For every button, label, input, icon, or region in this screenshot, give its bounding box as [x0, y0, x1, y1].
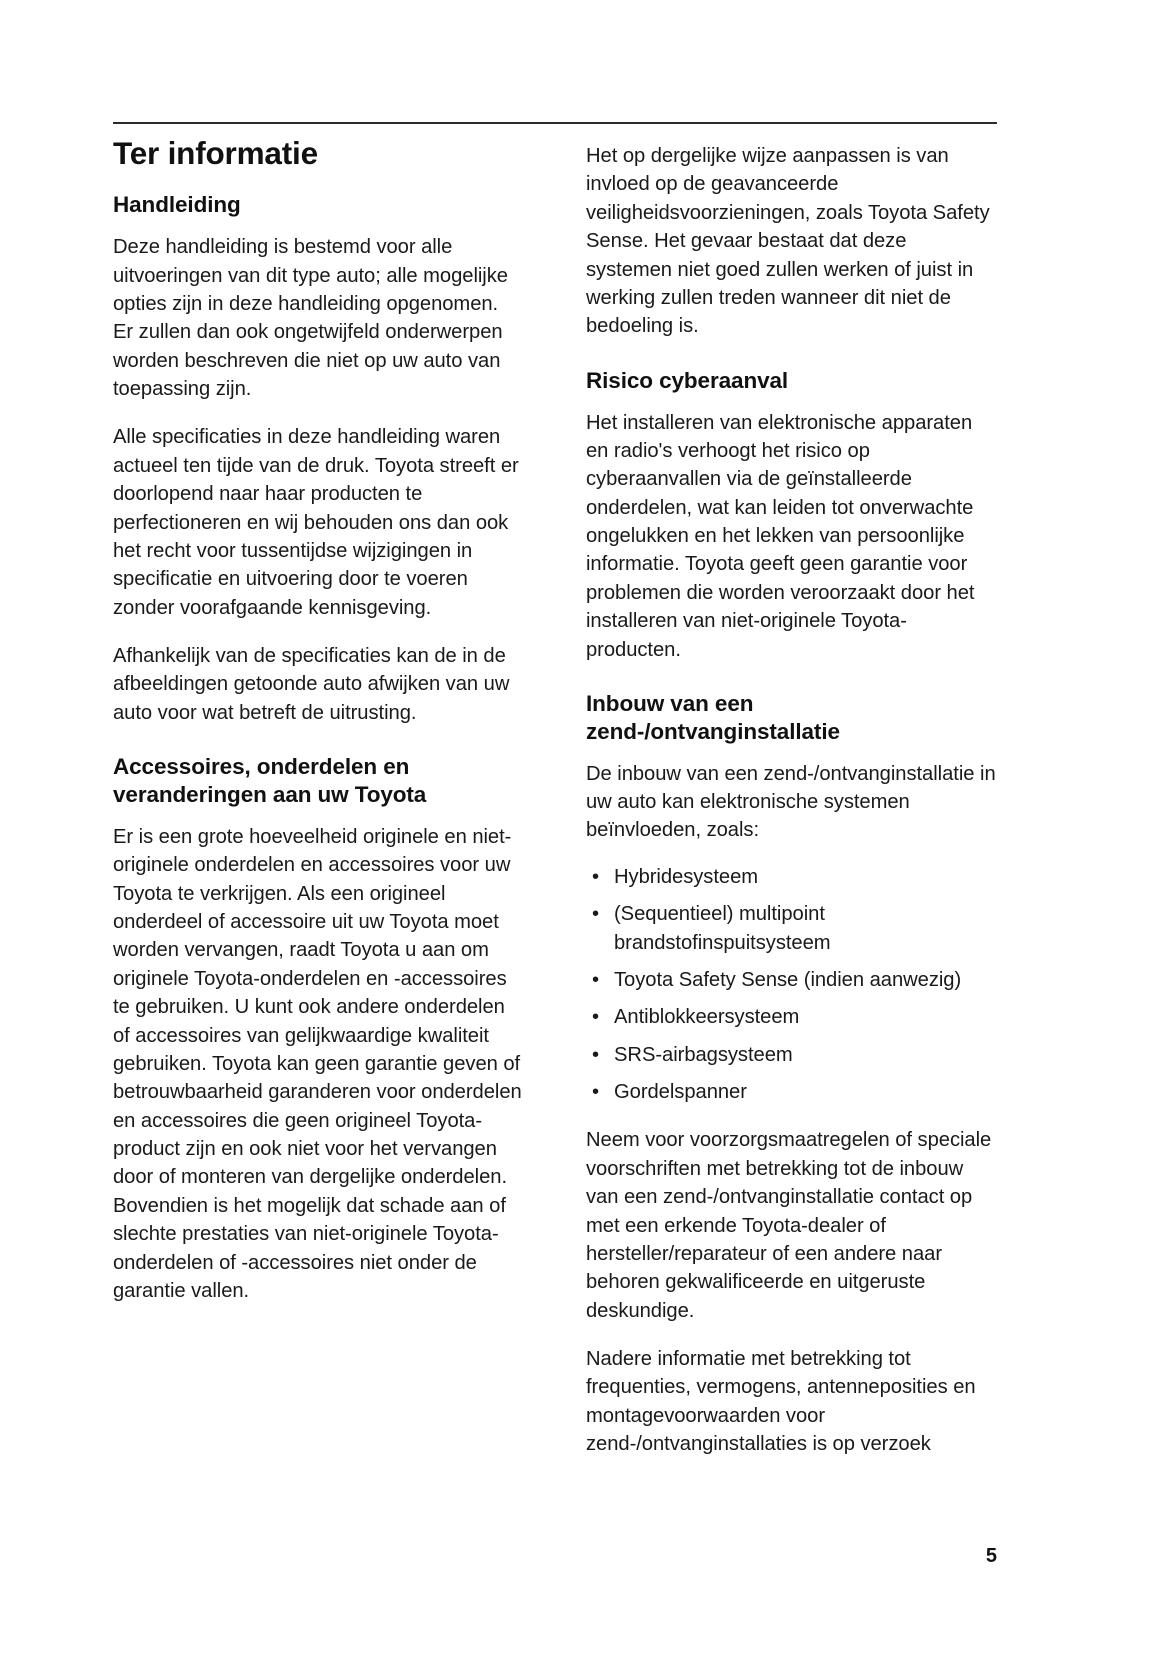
page-title: Ter informatie [113, 135, 318, 171]
list-item-label: Antiblokkeersysteem [614, 1006, 800, 1029]
list-item-label: Toyota Safety Sense (indien aanwezig) [614, 968, 962, 991]
left-column [113, 136, 523, 1506]
bullet-icon: • [592, 968, 600, 991]
list-item [586, 1078, 996, 1106]
list-item-label: SRS-airbagsysteem [614, 1043, 793, 1066]
bullet-icon: • [592, 1043, 600, 1066]
paragraph-nadere-informatie: Nadere informatie met betrekking tot frequenties, vermogens, antenneposities en montagevoorwaarden voor zend-/ontvanginstallaties is op verzoek [586, 1348, 976, 1456]
heading-accessoires: Accessoires, onderdelen en veranderingen aan uw Toyota [113, 754, 427, 808]
paragraph-intro-aanpassen: Het op dergelijke wijze aanpassen is van invloed op de geavanceerde veiligheidsvoorzieningen, zoals Toyota Safety Sense. Het gevaar bestaat dat deze systemen niet goed zullen werken of juist in werking zullen treden wanneer dit niet de bedoeling is. [586, 145, 990, 338]
list-item-label: (Sequentieel) multipoint brandstofinspuitsysteem [614, 903, 831, 954]
list-item [586, 1041, 996, 1069]
paragraph-accessoires: Er is een grote hoeveelheid originele en niet-originele onderdelen en accessoires voor uw Toyota te verkrijgen. Als een origineel onderdeel of accessoire uit uw Toyota moet worden vervangen, raadt Toyota u aan om originele Toyota-onderdelen en -accessoires te gebruiken. U kunt ook andere onderdelen of accessoires van gelijkwaardige kwaliteit gebruiken. Toyota kan geen garantie geven of betrouwbaarheid garanderen voor onderdelen en accessoires die geen origineel Toyota-product zijn en ook niet voor het vervangen door of monteren van dergelijke onderdelen. Bovendien is het mogelijk dat schade aan of slechte prestaties van niet-originele Toyota-onderdelen of -accessoires niet onder de garantie vallen. [113, 825, 522, 1302]
list-item [586, 900, 996, 957]
bullet-icon: • [592, 1081, 600, 1104]
paragraph-handleiding-2: Alle specificaties in deze handleiding waren actueel ten tijde van de druk. Toyota streeft er doorlopend naar haar producten te perfectioneren en wij behouden ons dan ook het recht voor tussentijdse wijzigingen in specificatie en uitvoering door te voeren zonder voorafgaande kennisgeving. [113, 426, 519, 619]
bullet-icon: • [592, 1006, 600, 1029]
systems-bullet-list [586, 863, 996, 1107]
list-item-label: Hybridesysteem [614, 865, 759, 888]
paragraph-handleiding-1: Deze handleiding is bestemd voor alle uitvoeringen van dit type auto; alle mogelijke opties zijn in deze handleiding opgenomen. Er zullen dan ook ongetwijfeld onderwerpen worden beschreven die niet op uw auto van toepassing zijn. [113, 236, 508, 401]
bullet-icon: • [592, 865, 600, 888]
header-rule [113, 122, 997, 124]
two-column-body [113, 136, 997, 1506]
paragraph-handleiding-3: Afhankelijk van de specificaties kan de in de afbeeldingen getoonde auto afwijken van uw auto voor wat betreft de uitrusting. [113, 645, 510, 724]
list-item [586, 1003, 996, 1031]
list-item [586, 966, 996, 994]
bullet-icon: • [592, 903, 600, 926]
heading-handleiding: Handleiding [113, 192, 241, 218]
paragraph-risico-cyberaanval: Het installeren van elektronische apparaten en radio's verhoogt het risico op cyberaanvallen via de geïnstalleerde onderdelen, wat kan leiden tot onverwachte ongelukken en het lekken van persoonlijke informatie. Toyota geeft geen garantie voor problemen die worden veroorzaakt door het installeren van niet-originele Toyota-producten. [586, 411, 975, 661]
heading-risico-cyberaanval: Risico cyberaanval [586, 367, 789, 393]
right-column [586, 136, 996, 1506]
heading-inbouw-zend-ontvanginstallatie: Inbouw van een zend-/ontvanginstallatie [586, 690, 840, 744]
list-item [586, 863, 996, 891]
list-item-label: Gordelspanner [614, 1081, 747, 1104]
page-number: 5 [985, 1545, 997, 1567]
paragraph-voorzorgsmaatregelen: Neem voor voorzorgsmaatregelen of speciale voorschriften met betrekking tot de inbouw van een zend-/ontvanginstallatie contact op met een erkende Toyota-dealer of hersteller/reparateur of een andere naar behoren gekwalificeerde en uitgeruste deskundige. [586, 1129, 992, 1322]
paragraph-inbouw-intro: De inbouw van een zend-/ontvanginstallatie in uw auto kan elektronische systemen beïnvloeden, zoals: [586, 762, 996, 842]
